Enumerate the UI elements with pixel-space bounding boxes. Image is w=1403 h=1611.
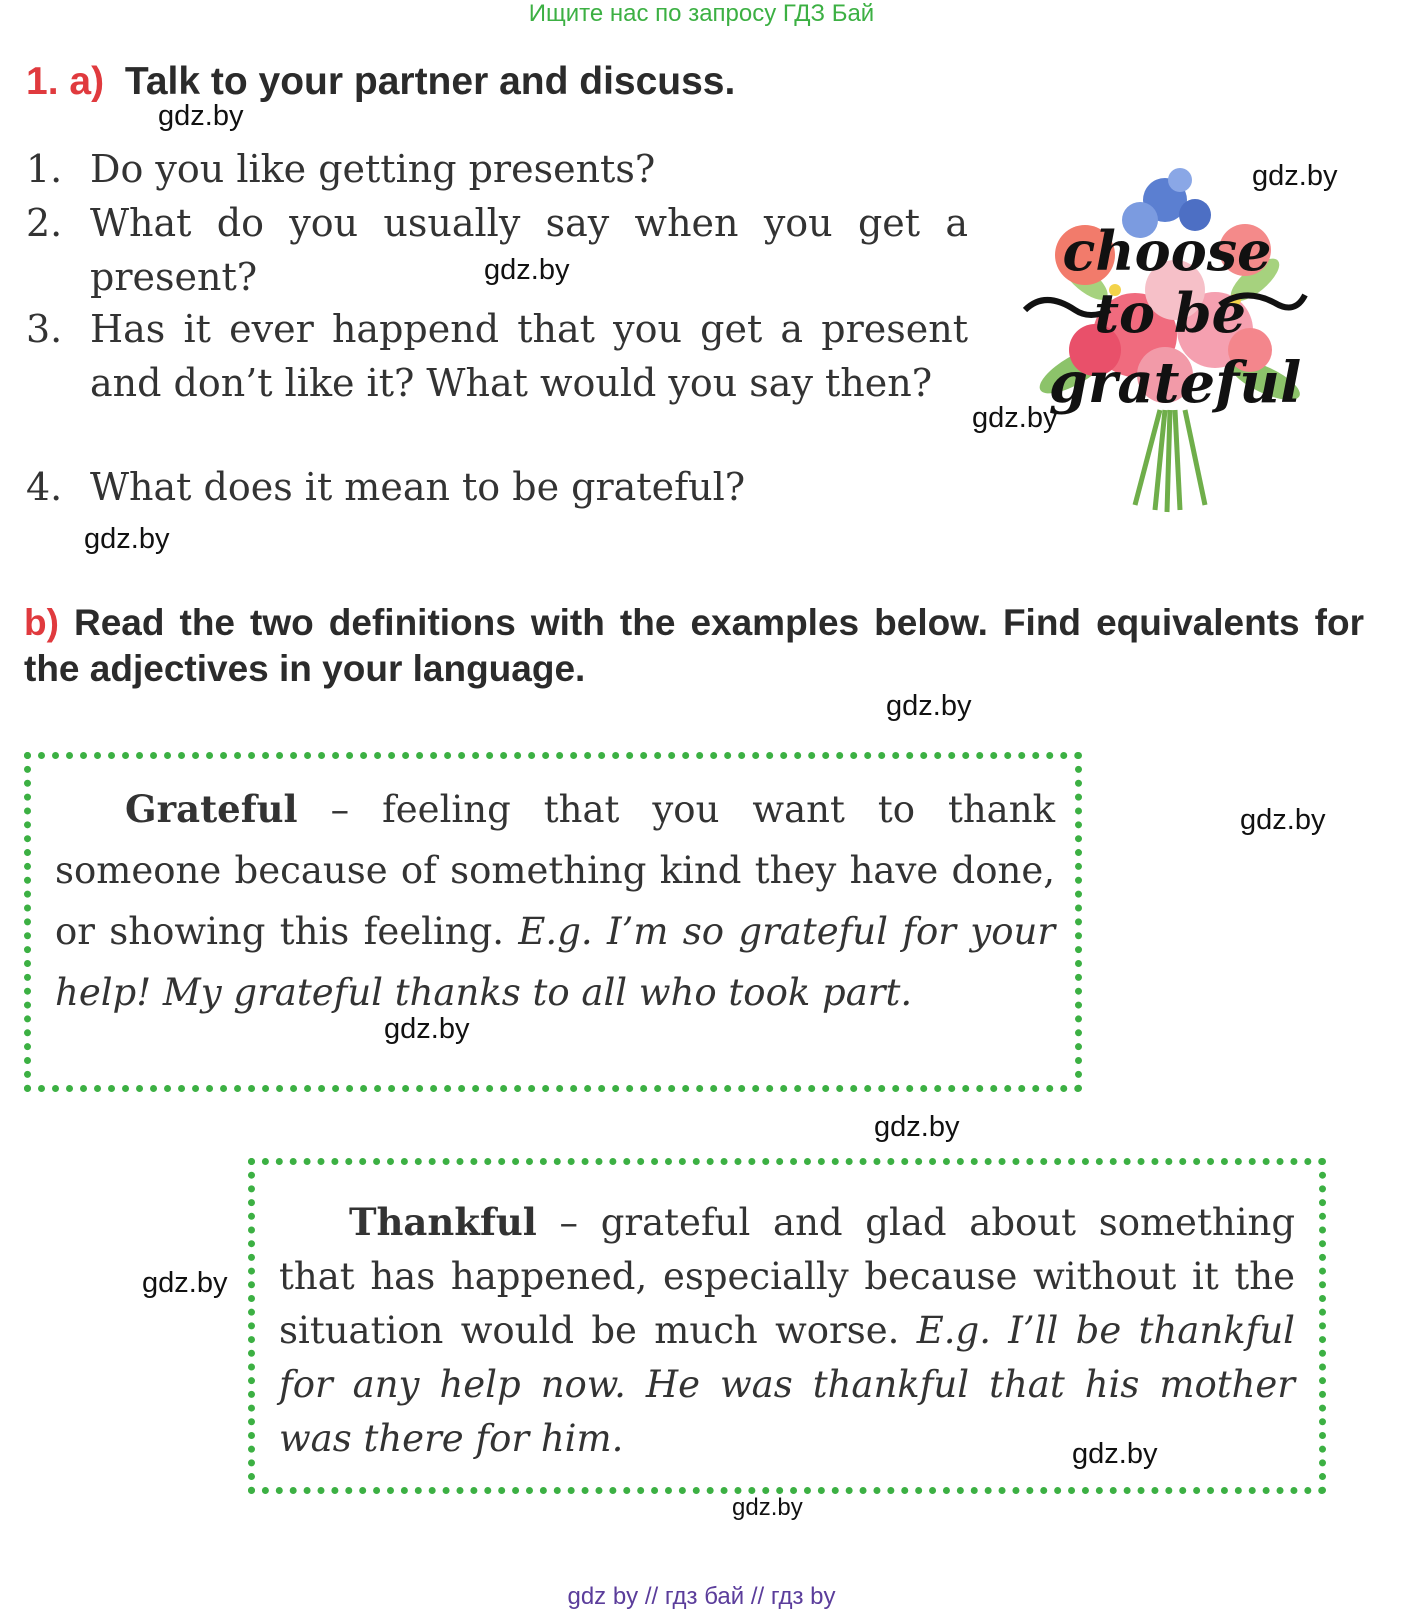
- definition-example: E.g. I’m so grateful for your help! My grateful thanks to all who took part.: [55, 910, 1056, 1014]
- question-text: What does it mean to be grateful?: [90, 465, 746, 509]
- definition-body: – grateful and glad about something that has happened, especially because without it the situation would be much worse.: [279, 1201, 1295, 1352]
- lettering-line-1: choose: [1062, 219, 1272, 283]
- exercise-letter-a: a): [69, 60, 105, 103]
- question-number: 2.: [26, 201, 63, 245]
- exercise-a-title: Talk to your partner and discuss.: [124, 60, 736, 103]
- watermark: gdz.by: [972, 402, 1058, 434]
- watermark: gdz.by: [84, 523, 170, 555]
- watermark: gdz.by: [874, 1111, 960, 1143]
- watermark: gdz.by: [142, 1267, 228, 1299]
- watermark: gdz.by: [384, 1013, 470, 1045]
- lettering-line-3: grateful: [1048, 350, 1302, 416]
- question-number: 4.: [26, 465, 63, 509]
- question-text: Has it ever happend that you get a present and don’t like it? What would you say then?: [90, 307, 968, 405]
- question-text: Do you like getting presents?: [90, 147, 656, 191]
- lettering-line-2: to be: [1094, 281, 1246, 345]
- watermark: gdz.by: [886, 690, 972, 722]
- definition-term: Grateful: [125, 787, 298, 831]
- definition-text: [279, 1195, 1295, 1466]
- bouquet-illustration: [1015, 160, 1315, 520]
- definition-example: E.g. I’ll be thankful for any help now. He was thankful that his mother was there for him.: [279, 1309, 1295, 1460]
- definition-box-thankful: [248, 1158, 1326, 1494]
- definition-term: Thankful: [349, 1200, 537, 1244]
- watermark: gdz.by: [158, 100, 244, 132]
- exercise-number: 1.: [26, 60, 59, 103]
- definition-body: – feeling that you want to thank someone because of something kind they have done, or showing this feeling.: [55, 788, 1055, 953]
- watermark: gdz.by: [1240, 804, 1326, 836]
- question-text: What do you usually say when you get a present?: [90, 201, 968, 299]
- exercise-a-heading: [26, 60, 735, 104]
- top-banner: Ищите нас по запросу ГДЗ Бай: [528, 0, 875, 27]
- watermark: gdz.by: [1072, 1438, 1158, 1470]
- watermark: gdz.by: [484, 254, 570, 286]
- exercise-b-title: Read the two definitions with the examples below. Find equivalents for the adjectives in your language.: [24, 602, 1365, 689]
- exercise-letter-b: b): [24, 602, 59, 643]
- definition-text: [55, 779, 1055, 1023]
- question-list: [0, 142, 1000, 522]
- exercise-b-heading: [24, 600, 1364, 692]
- footer-links: gdz by // гдз бай // гдз by: [567, 1583, 836, 1610]
- question-number: 3.: [26, 307, 63, 351]
- definition-box-grateful: [24, 752, 1082, 1092]
- watermark: gdz.by: [732, 1494, 803, 1521]
- watermark: gdz.by: [1252, 160, 1338, 192]
- flower-bouquet-icon: [1015, 160, 1315, 520]
- question-number: 1.: [26, 147, 63, 191]
